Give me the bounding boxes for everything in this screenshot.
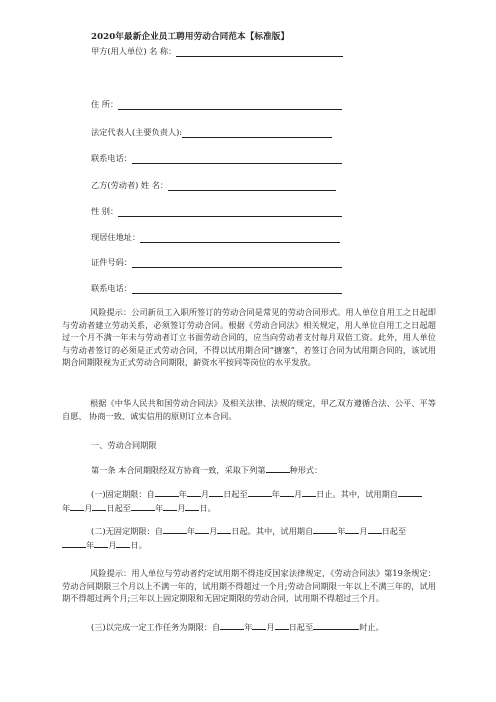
month-text: 月 [84,503,93,513]
party-b-id-label: 证件号码： [91,257,132,267]
party-b-gender-field [91,205,342,217]
year-text: 年 [62,503,71,513]
party-b-name-blank[interactable] [168,181,336,191]
party-b-residence-blank[interactable] [140,233,340,243]
open-probation-start-month-blank[interactable] [345,524,359,534]
open-term-line-2 [62,538,147,552]
day-end-text: 日。 [130,540,147,550]
day-to-text: 日止。其中，试用期自 [316,489,398,499]
party-b-gender-blank[interactable] [118,207,342,217]
probation-start-day-blank[interactable] [92,501,106,511]
year-text: 年 [154,503,164,513]
party-a-rep-blank[interactable] [182,128,332,138]
party-a-address-label: 住 所： [91,99,119,109]
year-text: 年 [178,489,187,499]
probation-end-day-blank[interactable] [185,501,199,511]
year-text: 年 [86,540,95,550]
day-to-text: 日起至 [381,526,407,536]
day-end-text: 日。 [199,503,216,513]
probation-start-month-blank[interactable] [70,501,84,511]
month-text: 月 [209,526,218,536]
document-title: 2020年最新企业员工聘用劳动合同范本【标准版】 [91,32,290,42]
party-b-phone-blank[interactable] [132,284,342,294]
party-b-gender-label: 性 别： [91,206,119,216]
task-term-label: (三)以完成一定工作任务为期限：自 [91,622,221,632]
open-term-line-1 [91,524,406,538]
start-day-blank[interactable] [209,487,223,497]
year-text: 年 [337,526,346,536]
article-1 [91,463,322,477]
probation-start-year-blank[interactable] [398,487,422,497]
probation-risk-paragraph: 风险提示：用人单位与劳动者约定试用期不得违反国家法律规定，《劳动合同法》第19条规定：劳动合同期限三个月以上不满一年的，试用期不得超过一个月;劳动合同期限一年以上不满三年的，试用期不得超过两个月;三年以上固定期限和无固定期限的劳动合同，试用期不得超过三个月。 [62,568,436,604]
party-a-rep-field [91,126,332,138]
month-text: 月 [177,503,186,513]
task-start-year-blank[interactable] [220,620,244,630]
open-term-label: (二)无固定期限：自 [91,526,163,536]
party-b-name-label: 乙方(劳动者) 姓 名： [91,180,169,190]
risk-notice-paragraph: 风险提示：公司新员工入职所签订的劳动合同是常见的劳动合同形式。用人单位自用工之日起即与劳动者建立劳动关系，必须签订劳动合同。根据《劳动合同法》相关规定，用人单位自用工之日起超过一个月不满一年未与劳动者订立书面劳动合同的，应当向劳动者支付每月双倍工资。此外，用人单位与劳动者签订的必须是正式劳动合同，不得以试用期合同“搪塞”，若签订合同为试用期合同的，该试用期合同期限视为正式劳动合同期限，薪资水平按同等岗位的水平发放。 [62,307,436,368]
party-b-id-blank[interactable] [132,258,342,268]
open-start-month-blank[interactable] [195,524,209,534]
party-b-phone-field [91,282,342,294]
party-a-name-blank[interactable] [176,47,343,57]
open-start-year-blank[interactable] [163,524,187,534]
open-probation-start-day-blank[interactable] [368,524,382,534]
party-a-address-field [91,98,342,110]
party-b-residence-label: 现居住地址： [91,232,141,242]
open-probation-start-year-blank[interactable] [313,524,337,534]
party-a-phone-label: 联系电话： [91,153,132,163]
party-a-phone-blank[interactable] [132,154,342,164]
task-start-month-blank[interactable] [252,620,266,630]
party-a-phone-field [91,152,342,164]
basis-paragraph: 根据《中华人民共和国劳动合同法》及相关法律、法规的规定，甲乙双方遵循合法、公平、平等自愿、 协商一致、诚实信用的原则订立本合同。 [62,398,436,421]
end-day-blank[interactable] [302,487,316,497]
day-from-text: 日起。其中，试用期自 [231,526,314,536]
party-a-name-field [91,45,343,57]
article-1-text-a: 第一条 本合同期限经双方协商一致，采取下列第 [91,465,266,475]
month-text: 月 [200,489,210,499]
start-month-blank[interactable] [187,487,201,497]
end-month-blank[interactable] [280,487,294,497]
task-term-line [91,620,384,634]
year-text: 年 [244,622,253,632]
open-probation-end-month-blank[interactable] [94,538,108,548]
fixed-term-label: (一)固定期限：自 [91,489,155,499]
task-end-text: 时止。 [359,622,384,632]
party-a-rep-label: 法定代表人(主要负责人): [91,127,183,137]
party-a-name-label: 甲方(用人单位) 名 称： [91,46,177,56]
month-text: 月 [266,622,275,632]
party-b-id-field [91,256,342,268]
fixed-term-line-1 [91,487,422,501]
end-year-blank[interactable] [248,487,272,497]
task-end-blank[interactable] [313,620,359,630]
open-start-day-blank[interactable] [217,524,231,534]
month-text: 月 [108,540,117,550]
start-year-blank[interactable] [155,487,179,497]
probation-end-year-blank[interactable] [131,501,155,511]
day-from-text: 日起至 [106,503,131,513]
party-b-residence-field [91,231,340,243]
month-text: 月 [359,526,368,536]
year-text: 年 [186,526,196,536]
form-choice-blank[interactable] [266,463,290,473]
day-from-text: 日起至 [223,489,248,499]
probation-end-month-blank[interactable] [163,501,177,511]
party-a-address-blank[interactable] [118,100,342,110]
party-b-phone-label: 联系电话： [91,283,132,293]
article-1-text-b: 种形式： [289,465,323,475]
task-start-day-blank[interactable] [275,620,289,630]
open-probation-end-day-blank[interactable] [116,538,130,548]
party-b-name-field [91,179,336,191]
year-text: 年 [271,489,280,499]
month-text: 月 [293,489,303,499]
fixed-term-line-2 [62,501,216,515]
section-heading: 一、劳动合同期限 [91,440,157,450]
open-probation-end-year-blank[interactable] [62,538,86,548]
day-from-text: 日起至 [288,622,314,632]
